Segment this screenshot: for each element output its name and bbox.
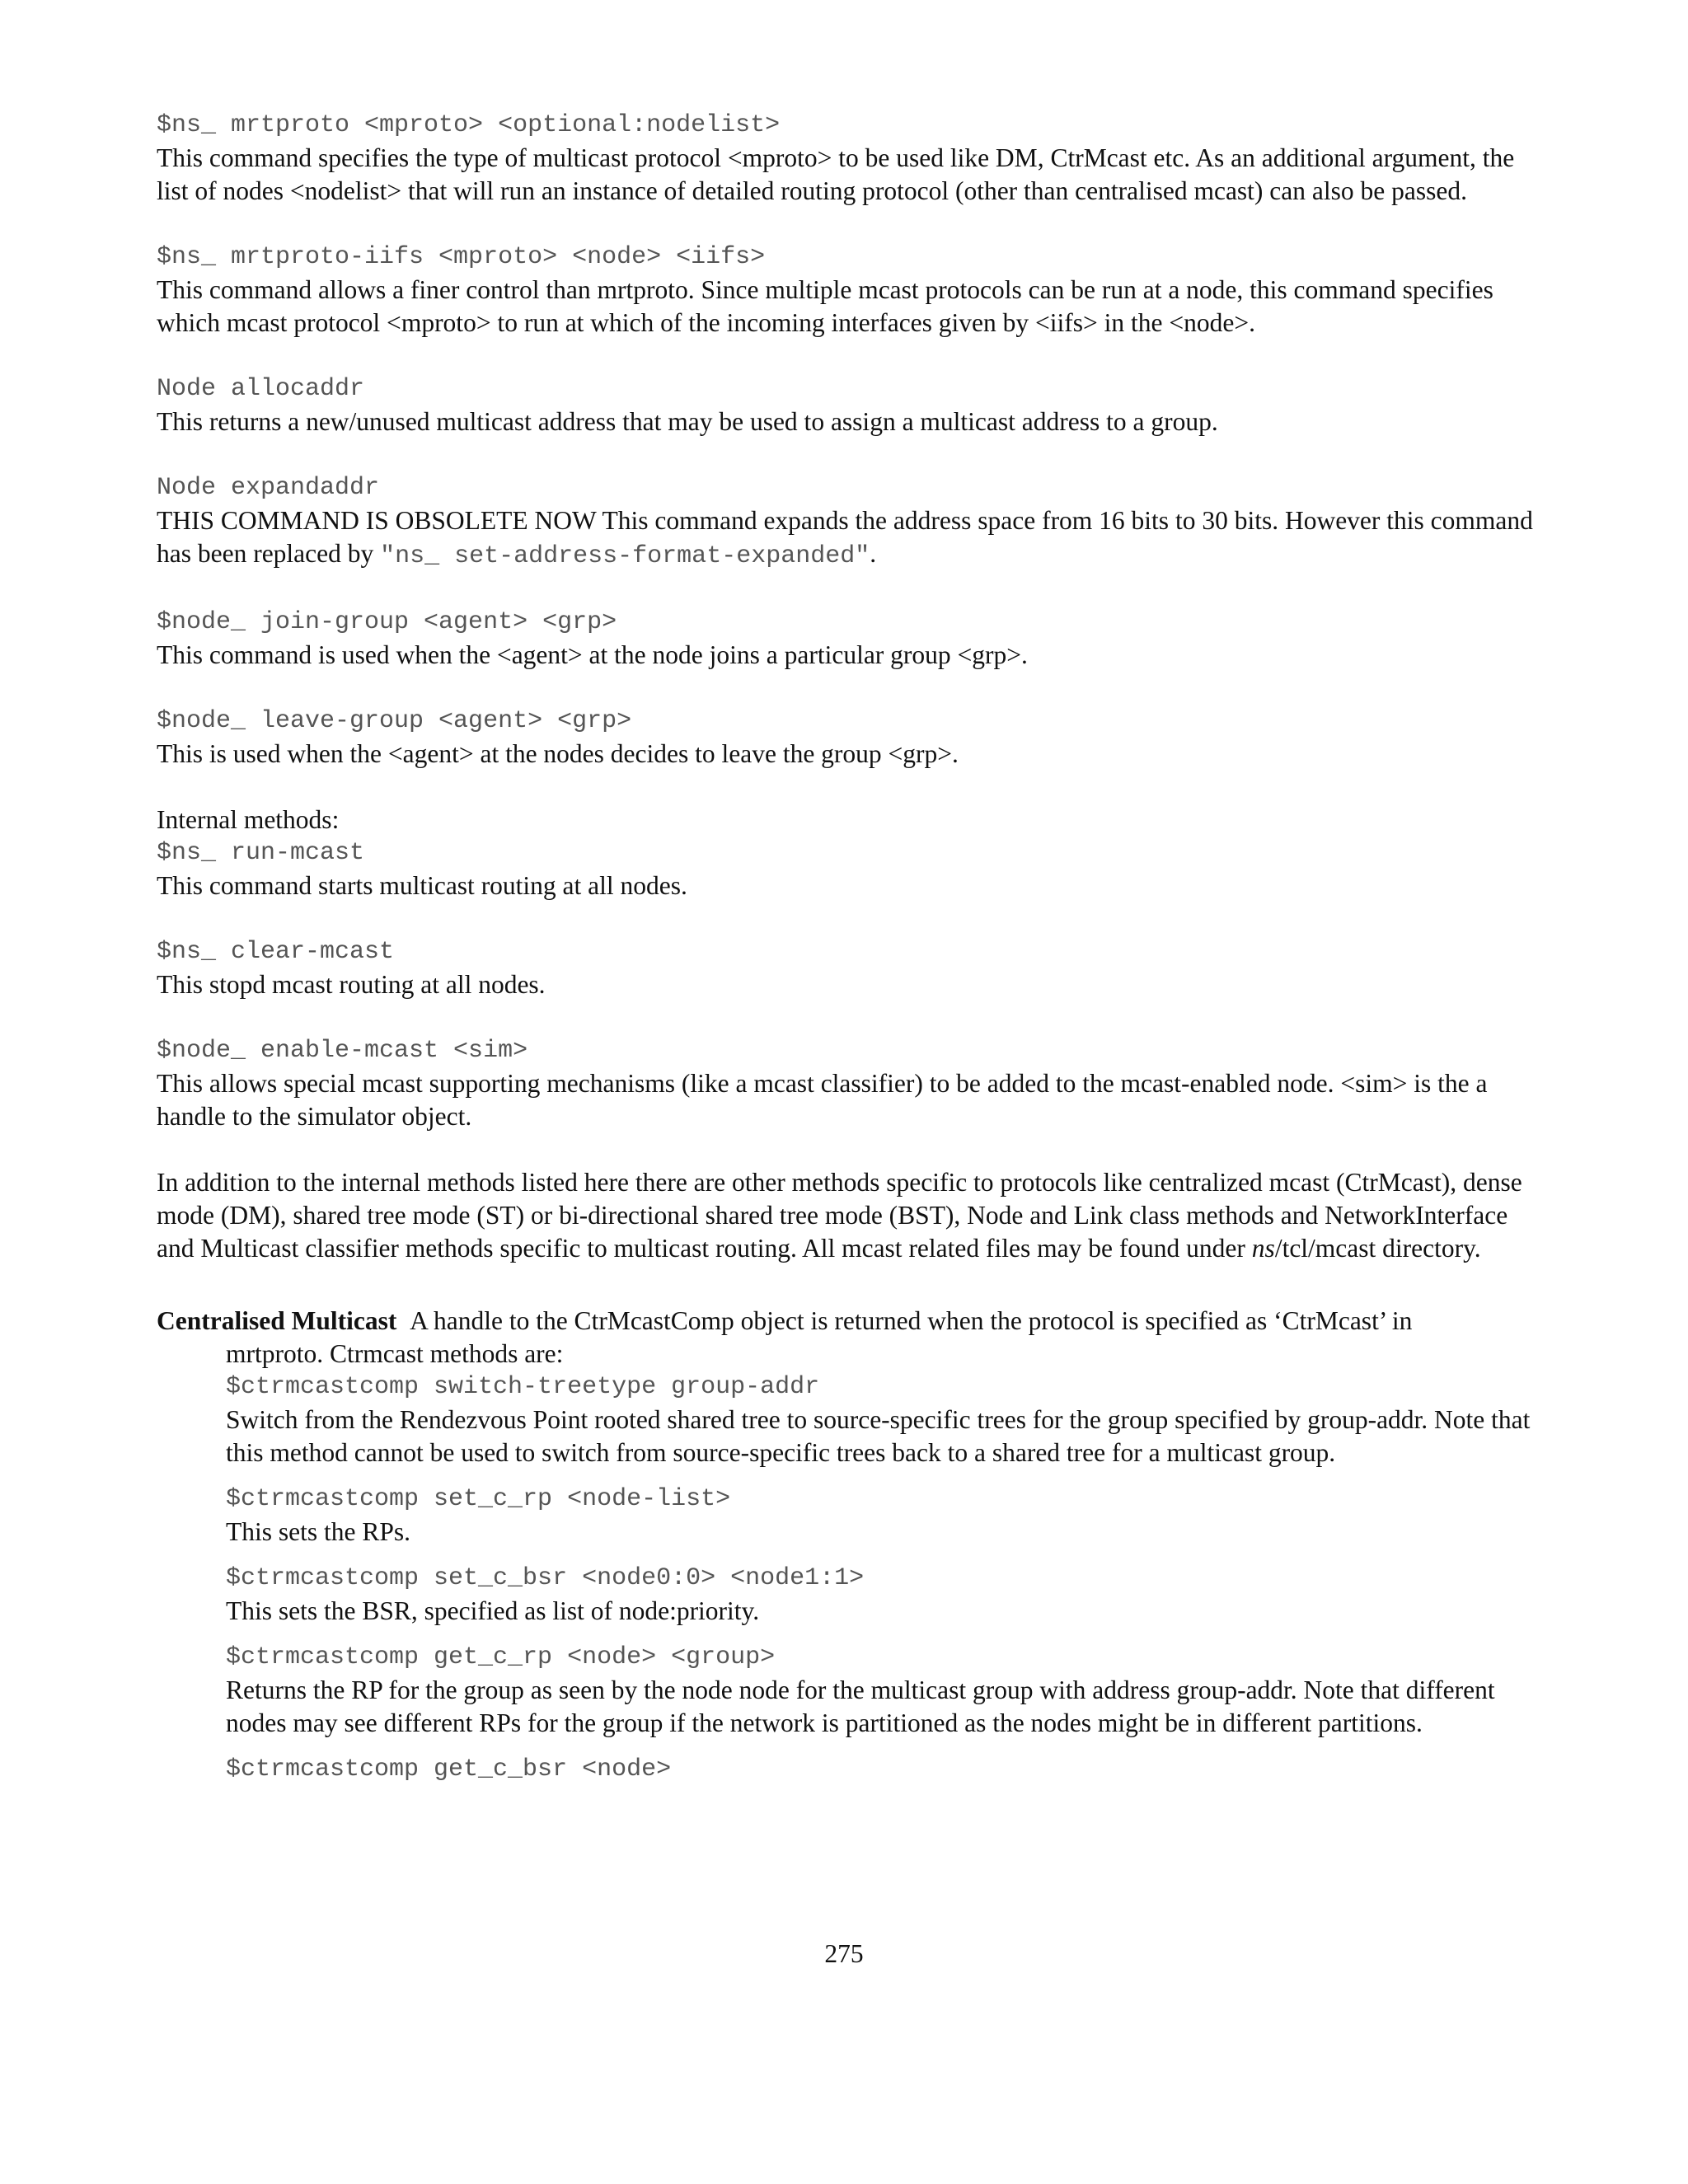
method-description: Switch from the Rendezvous Point rooted shared tree to source-specific trees for the group specified by group-addr. Note that this method cannot be used to switch from source-specific trees back to a shared tree for a multicast group. <box>226 1405 1531 1467</box>
internal-methods-heading: Internal methods: <box>157 805 340 834</box>
method-signature: $ctrmcastcomp switch-treetype group-addr <box>226 1373 820 1401</box>
command-signature: $node_ enable-mcast <sim> <box>157 1037 528 1065</box>
summary-tail: /tcl/mcast directory. <box>1274 1234 1481 1263</box>
section-heading: Centralised Multicast <box>157 1306 397 1335</box>
command-expandaddr <box>157 471 1541 573</box>
summary-paragraph <box>157 1166 1541 1265</box>
method-description: This sets the RPs. <box>226 1517 411 1546</box>
method-signature: $ctrmcastcomp set_c_bsr <node0:0> <node1:1> <box>226 1564 865 1592</box>
command-description: This command is used when the <agent> at the node joins a particular group <grp>. <box>157 640 1028 669</box>
inline-code: "ns_ set-address-format-expanded" <box>380 542 870 570</box>
method-set-c-bsr <box>226 1562 1541 1628</box>
command-signature: $ns_ clear-mcast <box>157 938 395 966</box>
section-intro-continued: mrtproto. Ctrmcast methods are: <box>226 1339 564 1368</box>
command-enable-mcast <box>157 1034 1541 1133</box>
command-description: This command specifies the type of multicast protocol <mproto> to be used like DM, CtrMcast etc. As an additional argument, the list of nodes <nodelist> that will run an instance of detailed routing protocol (other than centralised mcast) can also be passed. <box>157 143 1515 205</box>
method-signature: $ctrmcastcomp set_c_rp <node-list> <box>226 1485 731 1513</box>
command-signature: $ns_ mrtproto <mproto> <optional:nodelist> <box>157 111 781 139</box>
method-description: Returns the RP for the group as seen by the node node for the multicast group with address group-addr. Note that different nodes may see different RPs for the group if the network is partitioned as the nodes might be in different partitions. <box>226 1675 1495 1737</box>
command-description: This stopd mcast routing at all nodes. <box>157 970 546 999</box>
method-switch-treetype <box>226 1371 1541 1469</box>
method-get-c-bsr <box>226 1753 1541 1786</box>
method-description: This sets the BSR, specified as list of node:priority. <box>226 1596 760 1625</box>
command-description: This command allows a finer control than mrtproto. Since multiple mcast protocols can be run at a node, this command specifies which mcast protocol <mproto> to run at which of the incoming interfaces given by <iifs> in the <node>. <box>157 275 1493 337</box>
command-mrtproto <box>157 109 1541 208</box>
section-intro <box>157 1305 1541 1338</box>
section-intro-text: A handle to the CtrMcastComp object is returned when the protocol is specified as ‘CtrMcast’ in <box>410 1306 1413 1335</box>
command-leave-group <box>157 705 1541 771</box>
method-get-c-rp <box>226 1641 1541 1740</box>
method-signature: $ctrmcastcomp get_c_bsr <node> <box>226 1755 672 1783</box>
method-set-c-rp <box>226 1483 1541 1549</box>
command-mrtproto-iifs <box>157 241 1541 340</box>
command-signature: $ns_ run-mcast <box>157 839 365 867</box>
page-content <box>157 109 1541 1799</box>
command-run-mcast <box>157 837 1541 902</box>
command-description: This command starts multicast routing at all nodes. <box>157 871 687 900</box>
command-allocaddr <box>157 373 1541 438</box>
command-description: This allows special mcast supporting mechanisms (like a mcast classifier) to be added to the mcast-enabled node. <sim> is the a handle to the simulator object. <box>157 1069 1488 1131</box>
page-number: 275 <box>824 1939 864 1968</box>
command-signature: $ns_ mrtproto-iifs <mproto> <node> <iifs> <box>157 243 766 271</box>
description-tail: . <box>870 539 877 568</box>
section-body <box>157 1338 1541 1786</box>
command-signature: Node expandaddr <box>157 474 380 502</box>
command-clear-mcast <box>157 935 1541 1001</box>
summary-text: In addition to the internal methods listed here there are other methods specific to protocols like centralized mcast (CtrMcast), dense mode (DM), shared tree mode (ST) or bi-directional shared tree mode (BST), Node and Link class methods and NetworkInterface and Multicast classifier methods specific to multicast routing. All mcast related files may be found under <box>157 1168 1522 1263</box>
centralised-multicast-section <box>157 1305 1541 1786</box>
method-signature: $ctrmcastcomp get_c_rp <node> <group> <box>226 1643 776 1671</box>
command-description: This returns a new/unused multicast address that may be used to assign a multicast address to a group. <box>157 407 1218 436</box>
command-signature: $node_ join-group <agent> <grp> <box>157 608 617 636</box>
command-description: This is used when the <agent> at the nodes decides to leave the group <grp>. <box>157 739 959 768</box>
description-text: THIS COMMAND IS OBSOLETE NOW This command expands the address space from 16 bits to 30 bits. However this command has been replaced by <box>157 506 1533 568</box>
command-description <box>157 504 1541 573</box>
command-join-group <box>157 606 1541 672</box>
command-signature: $node_ leave-group <agent> <grp> <box>157 707 632 735</box>
command-signature: Node allocaddr <box>157 375 365 403</box>
summary-italic: ns <box>1251 1234 1275 1263</box>
